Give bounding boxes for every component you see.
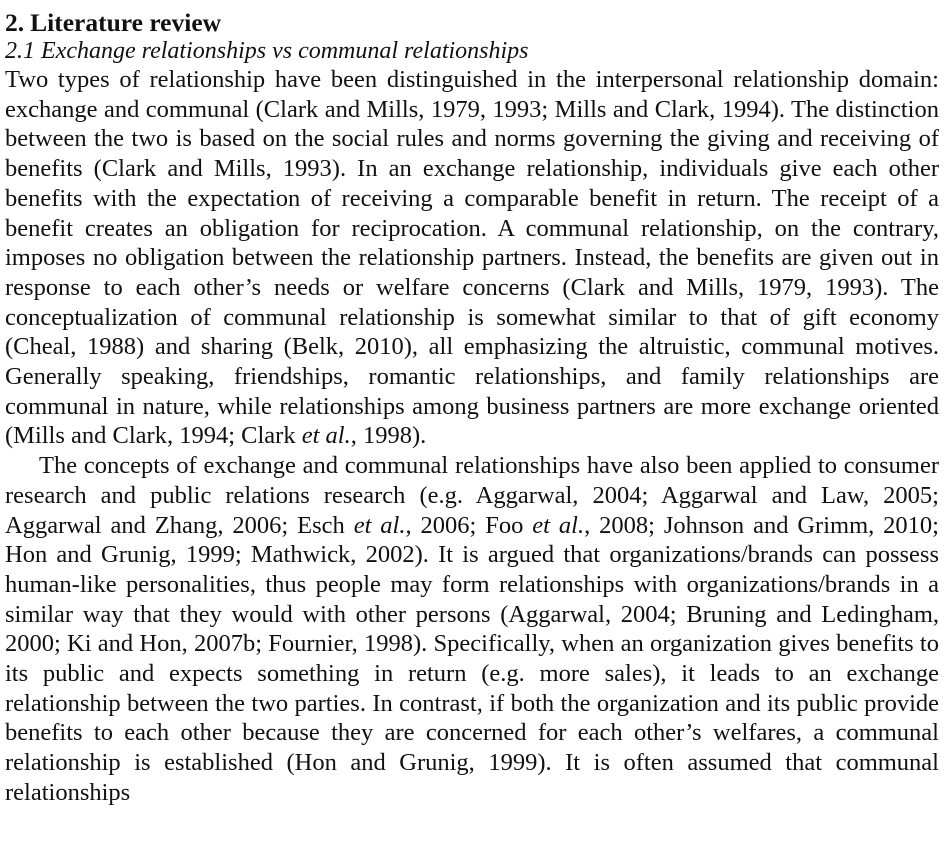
paragraph-1-text-b: , 1998). [350, 422, 427, 450]
section-number: 2. [5, 8, 25, 37]
paragraph-2-text-b: , 2006; Foo [405, 511, 533, 539]
subsection-heading: 2.1 Exchange relationships vs communal relationships [5, 38, 529, 64]
section-heading [5, 8, 939, 37]
paragraph-2-et-al-2: et al. [532, 511, 585, 539]
paragraph-2-text-c: , 2008; Johnson and Grimm, 2010; Hon and Grunig, 1999; Mathwick, 2002). It is argued that organizations/brands can possess human-like personalities, thus people may form relationships with organizations/brands in a similar way that they would with other persons (Aggarwal, 2004; Bruning and Ledingham, 2000; Ki and Hon, 2007b; Fournier, 1998). Specifically, when an organization gives benefits to its public and expects something in return (e.g. more sales), it leads to an exchange relationship between the two parties. In contrast, if both the organization and its public provide benefits to each other because they are concerned for each other’s welfares, a communal relationship is established (Hon and Grunig, 1999). It is often assumed that communal relationships [5, 511, 939, 806]
paragraph-1 [5, 65, 939, 451]
paragraph-1-et-al: et al. [301, 422, 351, 450]
paragraph-2-et-al-1: et al. [353, 511, 406, 539]
paragraph-1-text-a: Two types of relationship have been distinguished in the interpersonal relationship domain: exchange and communal (Clark and Mills, 1979, 1993; Mills and Clark, 1994). The distinction between the two is based on the social rules and norms governing the giving and receiving of benefits (Clark and Mills, 1993). In an exchange relationship, individuals give each other benefits with the expectation of receiving a comparable benefit in return. The receipt of a benefit creates an obligation for reciprocation. A communal relationship, on the contrary, imposes no obligation between the relationship partners. Instead, the benefits are given out in response to each other’s needs or welfare concerns (Clark and Mills, 1979, 1993). The conceptualization of communal relationship is somewhat similar to that of gift economy (Cheal, 1988) and sharing (Belk, 2010), all emphasizing the altruistic, communal motives. Generally speaking, friendships, romantic relationships, and family relationships are communal in nature, while relationships among business partners are more exchange oriented (Mills and Clark, 1994; Clark [5, 66, 939, 450]
section-title: Literature review [30, 8, 222, 37]
paragraph-2-text-a: The concepts of exchange and communal relationships have also been applied to consumer research and public relations research (e.g. Aggarwal, 2004; Aggarwal and Law, 2005; Aggarwal and Zhang, 2006; Esch [5, 452, 939, 539]
paragraph-2 [5, 451, 939, 807]
